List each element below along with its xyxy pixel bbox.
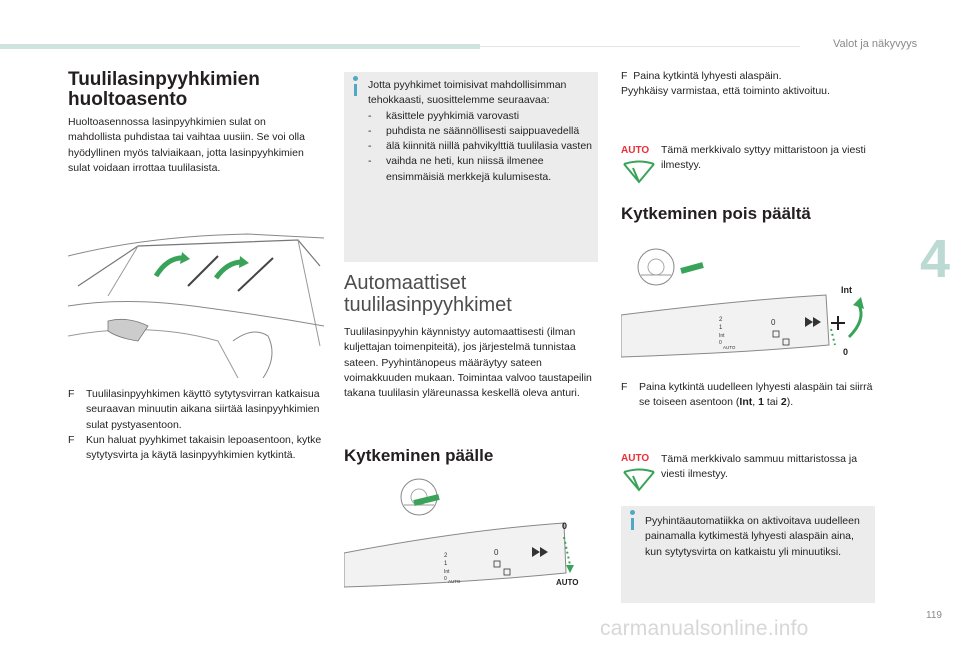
list-item: F Kun haluat pyyhkimet takaisin lepoasentoon, kytke sytytysvirta ja käytä lasinpyyhkimien kytkintä. (68, 433, 322, 462)
svg-text:2: 2 (444, 553, 448, 559)
lever-stalk-arrow (414, 497, 439, 503)
list-item: - vaihda ne heti, kun niissä ilmenee ensimmäisiä merkkejä kulumisesta. (368, 155, 552, 183)
chapter-number: 4 (920, 229, 951, 289)
auto-wipers-title: Automaattiset tuulilasinpyyhkimet (344, 272, 512, 316)
list-item: - puhdista ne säännöllisesti saippuavedellä (368, 124, 580, 137)
car-windshield-illustration (68, 226, 324, 378)
section-title: Valot ja näkyvyys (833, 38, 918, 50)
svg-text:0: 0 (444, 576, 447, 582)
reactivation-info-box (621, 506, 875, 603)
svg-text:0: 0 (494, 548, 499, 557)
switch-off-title: Kytkeminen pois päältä (621, 204, 811, 223)
lever-zero-label: 0 (562, 521, 568, 531)
indicator-on-note: Tämä merkkivalo syttyy mittaristoon ja viesti ilmestyy. (661, 144, 866, 172)
svg-text:2: 2 (719, 317, 723, 323)
info-intro: Jotta pyyhkimet toimisivat mahdollisimman tehokkaasti, suosittelemme seuraavaa: (368, 79, 567, 107)
maintenance-title: Tuulilasinpyyhkimien huoltoasento (68, 69, 260, 110)
lever-off-illustration (621, 245, 879, 365)
maintenance-bullets (68, 387, 328, 463)
switch-on-steps (621, 69, 881, 100)
list-item: F Paina kytkintä uudelleen lyhyesti alaspäin tai siirrä se toiseen asentoon (Int, 1 tai 2). (621, 381, 873, 409)
svg-text:0: 0 (719, 340, 722, 346)
svg-text:AUTO: AUTO (448, 579, 461, 584)
maintenance-paragraph: Huoltoasennossa lasinpyyhkimien sulat on mahdollista puhdistaa tai vaihtaa uusiin. Se voi olla hyödyllinen myös talviaikaan, jotta lasinpyyhkimien sulat voidaan irrottaa tuulilasista. (68, 116, 305, 174)
auto-wiper-warning-icon (621, 468, 657, 492)
auto-badge: AUTO (621, 453, 650, 464)
info-icon (630, 510, 635, 515)
list-item: - älä kiinnitä niillä pahvikylttiä tuulilasia vasten (368, 140, 593, 153)
step-confirm: Pyyhkäisy varmistaa, että toiminto aktivoituu. (621, 85, 830, 98)
lever-stalk-arrow (681, 265, 703, 271)
lever-zero-label: 0 (843, 347, 849, 357)
list-item: F Tuulilasinpyyhkimen käyttö sytytysvirran katkaisua seuraavan minuutin aikana siirtää lasinpyyhkimien sulat pystyasentoon. (68, 388, 320, 431)
wiper-care-info-box (344, 72, 598, 262)
auto-wiper-warning-icon (621, 160, 657, 184)
header-rule (480, 46, 800, 47)
auto-badge: AUTO (621, 145, 650, 156)
header-accent-bar (0, 44, 480, 49)
plus-icon (831, 316, 845, 330)
switch-on-title: Kytkeminen päälle (344, 446, 494, 465)
svg-text:1: 1 (444, 561, 448, 567)
info-icon (353, 76, 358, 81)
svg-text:1: 1 (719, 325, 723, 331)
svg-text:AUTO: AUTO (723, 345, 736, 350)
svg-text:0: 0 (771, 318, 776, 327)
indicator-off-note: Tämä merkkivalo sammuu mittaristossa ja viesti ilmestyy. (661, 453, 858, 481)
lever-on-illustration (344, 475, 602, 597)
watermark: carmanualsonline.info (600, 617, 809, 640)
lever-auto-label: AUTO (556, 578, 579, 587)
page-number: 119 (926, 610, 942, 621)
auto-wipers-paragraph: Tuulilasinpyyhin käynnistyy automaattisesti (ilman kuljettajan toimenpiteitä), jos järjestelmä tunnistaa sateen. Pyyhintänopeus määräytyy sateen voimakkuuden mukaan. Toimintaa valvoo taustapeilin takana tuulilasin yläreunassa keskellä oleva anturi. (344, 326, 592, 400)
svg-text:Int: Int (719, 333, 725, 339)
svg-text:Int: Int (444, 569, 450, 575)
list-item: - käsittele pyyhkimiä varovasti (368, 109, 520, 122)
reactivation-info-text: Pyyhintäautomatiikka on aktivoitava uudelleen painamalla kytkimestä lyhyesti alaspäin aina, kun sytytysvirta on katkaistu yli minuutiksi. (645, 515, 860, 558)
step-press-down: F Paina kytkintä lyhyesti alaspäin. (621, 70, 782, 82)
switch-off-step (621, 380, 876, 411)
lever-int-label: Int (841, 285, 852, 295)
